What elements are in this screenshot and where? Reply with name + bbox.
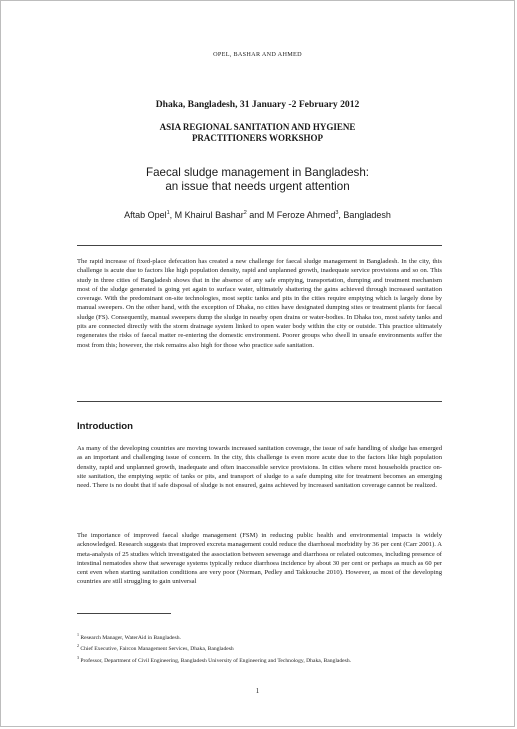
footnote-2 [77,642,442,653]
intro-paragraph-1: As many of the developing countries are moving towards increased sanitation coverage, the issue of safe handling of sludge has emerged as an important and challenging issue of concern. In the city, this challenge is even more acute due to the factors like high population density, rapid and unplanned growth, inadequate and often inaccessible service provisions. In cities where most households practice on-site sanitation, the emptying septic of tanks or pits, and transport of sludge to a safe dumping site for treatment becomes an emerging need. There is no doubt that if safe disposal of sludge is not ensured, gains achieved by increased sanitation coverage cannot be realized. [77,445,442,490]
footnote-text: Professor, Department of Civil Engineering, Bangladesh University of Engineering and Technology, Dhaka, Bangladesh. [79,657,352,664]
section-heading-introduction: Introduction [77,421,133,432]
footnote-1 [77,631,442,642]
author-bashar: M Khairul Bashar [174,210,244,220]
conference-date: Dhaka, Bangladesh, 31 January -2 February 2012 [155,99,360,110]
intro-paragraph-2: The importance of improved faecal sludge management (FSM) in reducing public health and environmental impacts is widely acknowledged. Research suggests that improved excreta management could reduce the diarrhoeal morbidity by 36 per cent (Carr 2001). A meta-analysis of 25 studies which investigated the association between sewerage and diarrhoea or related outcomes, including presence of intestinal nematodes show that sewerage systems typically reduce diarrhoea incidence by about 30 per cent or perhaps as much as 60 per cent even when starting sanitation conditions are very poor (Norman, Pedley and Takkouche 2010). However, as most of the developing countries are still struggling to gain universal [77,532,442,586]
abstract-bottom-rule [77,401,442,402]
footnote-text: Chief Executive, Faircon Management Services, Dhaka, Bangladesh [79,646,234,653]
footnote-mark: 3 [77,654,79,660]
paper-title [41,166,474,195]
footnote-rule [77,613,171,614]
author-opel: Aftab Opel [124,210,167,220]
footnote-mark: 1 [77,632,79,637]
author-opel-footnote-mark: 1 [166,210,170,216]
author-country: , Bangladesh [338,210,391,220]
footnote-list [77,631,442,665]
author-separator: and [246,210,267,220]
workshop-line-2: PRACTITIONERS WORKSHOP [191,133,324,144]
abstract-top-rule [77,245,442,246]
page-number: 1 [255,687,260,695]
running-head: OPEL, BASHAR AND AHMED [213,51,302,58]
workshop-title [61,122,454,145]
footnote-mark: 2 [77,643,79,649]
author-separator: , [169,210,175,220]
footnote-text: Research Manager, WaterAid in Bangladesh. [79,634,181,641]
author-ahmed: M Feroze Ahmed [266,210,336,220]
author-bashar-footnote-mark: 2 [243,210,247,216]
author-ahmed-footnote-mark: 3 [335,210,339,216]
abstract-text: The rapid increase of fixed-place defecation has created a new challenge for faecal sludge management in Bangladesh. In the city, this challenge is acute due to factors like high population density, rapid and unplanned growth, inadequate service provisions and so on. This study in three cities of Bangladesh shows that in the absence of any safe emptying, transportation, dumping and treatment mechanism most of the sludge generated is going yet again to surface water, ultimately shattering the gains achieved through increased sanitation coverage. With the predominant on-site technologies, most septic tanks and pits in the cities require emptying which is largely done by manual sweepers. On the other hand, with the exception of Dhaka, no cities have designated dumping sites or treatment plants for faecal sludge (FS). Consequently, manual sweepers dump the sludge in nearby open drains or water-bodies. In Dhaka too, most safety tanks and pits are connected directly with the storm drainage system linked to open water body within the city or outside. This practice ultimately regenerates the risks of faecal matter re-entering the domestic environment. Poorer groups who dwell in unsafe environments suffer the most from this; however, the risk remains also high for those who practice safe sanitation. [77,258,442,349]
footnote-3 [77,654,442,665]
paper-title-line-2: an issue that needs urgent attention [165,180,350,194]
workshop-line-1: ASIA REGIONAL SANITATION AND HYGIENE [159,122,356,132]
author-list [21,210,494,220]
paper-title-line-1: Faecal sludge management in Bangladesh: [145,166,369,179]
